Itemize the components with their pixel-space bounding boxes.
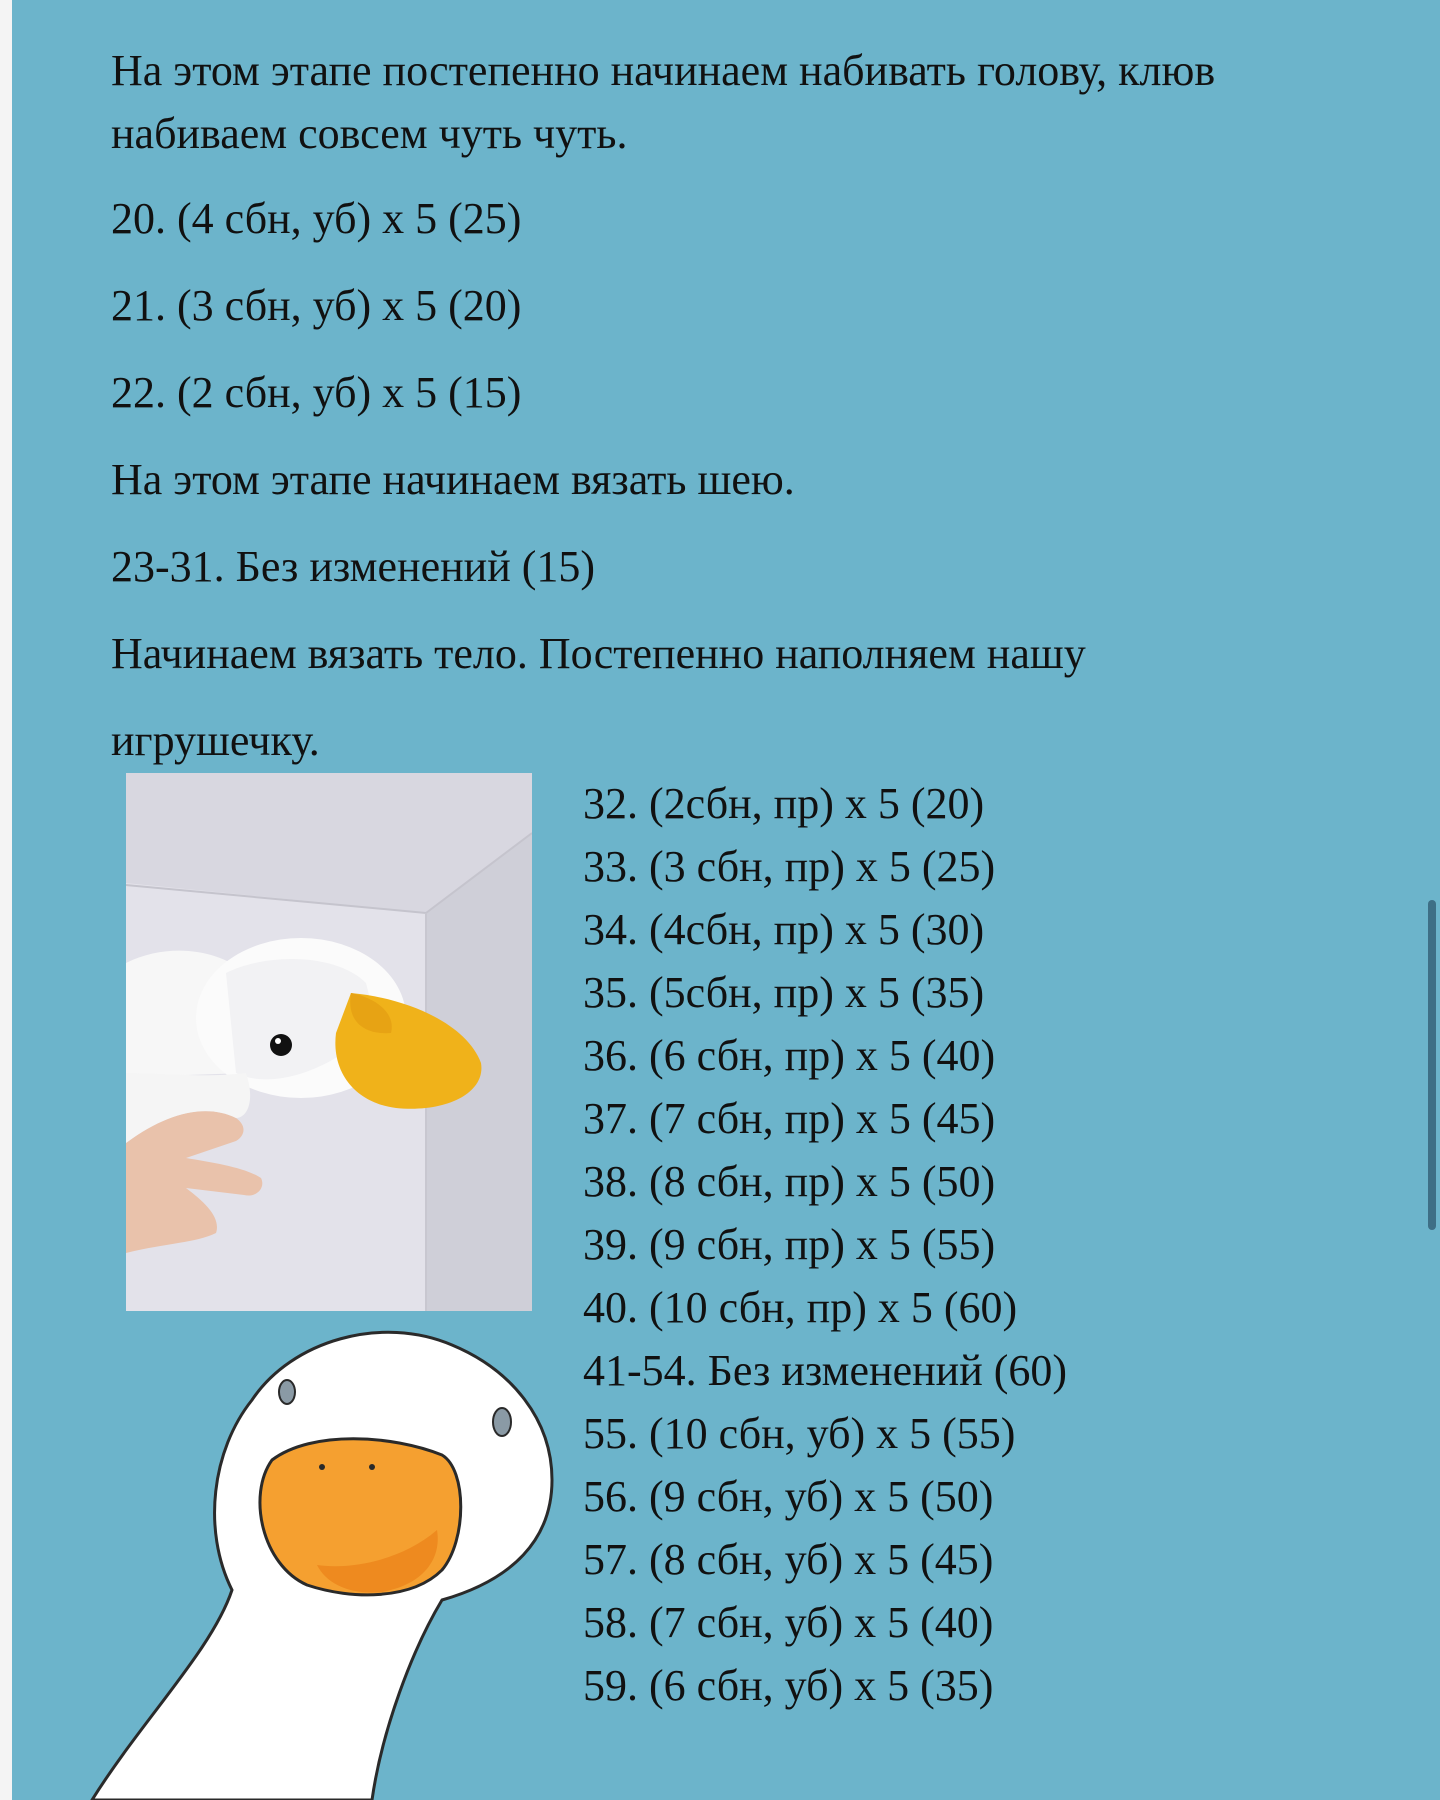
intro-line-1: На этом этапе постепенно начинаем набивать голову, клюв: [111, 46, 1216, 95]
row-38: 38. (8 сбн, пр) х 5 (50): [583, 1157, 996, 1206]
row-22: 22. (2 сбн, уб) х 5 (15): [111, 368, 522, 417]
row-58: 58. (7 сбн, уб) х 5 (40): [583, 1598, 994, 1647]
row-37: 37. (7 сбн, пр) х 5 (45): [583, 1094, 996, 1143]
row-57: 57. (8 сбн, уб) х 5 (45): [583, 1535, 994, 1584]
body-note-line-1: Начинаем вязать тело. Постепенно наполняем нашу: [111, 629, 1086, 678]
row-35: 35. (5сбн, пр) х 5 (35): [583, 968, 985, 1017]
neck-rows: 23-31. Без изменений (15): [111, 542, 596, 591]
vertical-scrollbar[interactable]: [1428, 900, 1436, 1230]
row-21: 21. (3 сбн, уб) х 5 (20): [111, 281, 522, 330]
intro-line-2: набиваем совсем чуть чуть.: [111, 109, 628, 158]
row-41-54: 41-54. Без изменений (60): [583, 1346, 1068, 1395]
row-40: 40. (10 сбн, пр) х 5 (60): [583, 1283, 1018, 1332]
row-36: 36. (6 сбн, пр) х 5 (40): [583, 1031, 996, 1080]
goose-illustration: [82, 1320, 582, 1800]
row-33: 33. (3 сбн, пр) х 5 (25): [583, 842, 996, 891]
body-note-line-2: игрушечку.: [111, 716, 320, 765]
row-34: 34. (4сбн, пр) х 5 (30): [583, 905, 985, 954]
document-page: [12, 0, 1440, 1800]
row-56: 56. (9 сбн, уб) х 5 (50): [583, 1472, 994, 1521]
row-32: 32. (2сбн, пр) х 5 (20): [583, 779, 985, 828]
neck-note: На этом этапе начинаем вязать шею.: [111, 455, 795, 504]
row-39: 39. (9 сбн, пр) х 5 (55): [583, 1220, 996, 1269]
body-rows-list: [583, 772, 1067, 1717]
crochet-goose-photo: [126, 773, 532, 1311]
row-59: 59. (6 сбн, уб) х 5 (35): [583, 1661, 994, 1710]
row-20: 20. (4 сбн, уб) х 5 (25): [111, 194, 522, 243]
page-left-edge: [0, 0, 12, 1800]
row-55: 55. (10 сбн, уб) х 5 (55): [583, 1409, 1016, 1458]
